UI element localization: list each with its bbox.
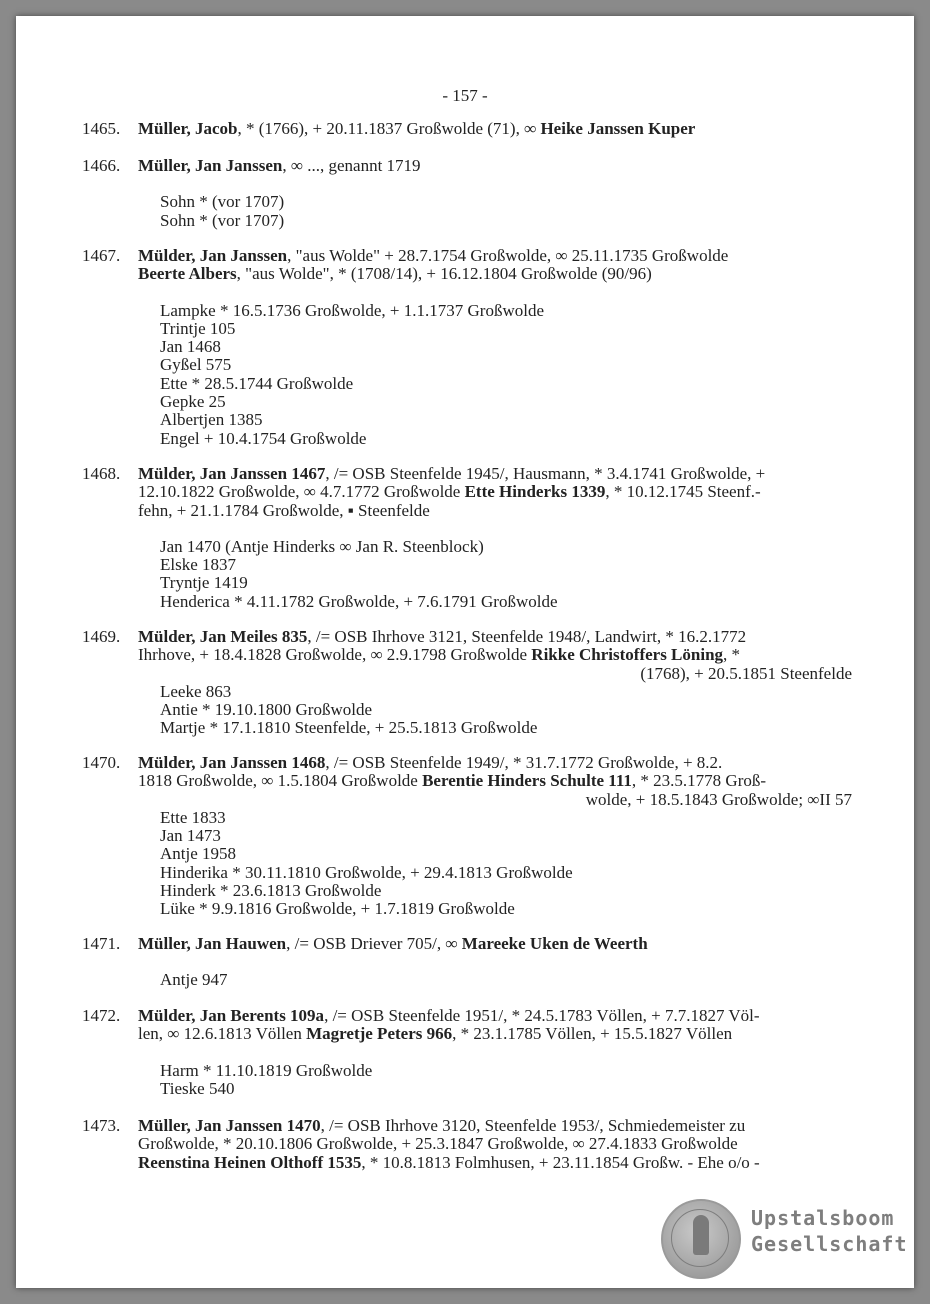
entry-body [138, 465, 852, 611]
entry-text: , /= OSB Steenfelde 1951/, * 24.5.1783 Völlen, + 7.7.1827 Völ- [324, 1006, 760, 1025]
page-number: - 157 - [442, 86, 488, 105]
child-item: Antje 1958 [160, 844, 237, 864]
entry-number: 1468. [82, 464, 121, 483]
entry-number: 1469. [82, 627, 121, 646]
child-item: Gyßel 575 [160, 355, 232, 375]
person-name: Mülder, Jan Meiles 835 [138, 627, 308, 646]
entry-number: 1473. [82, 1116, 121, 1135]
entry-text: , * 10.8.1813 Folmhusen, + 23.11.1854 Großw. - Ehe o/o - [361, 1152, 760, 1172]
spouse-name: Magretje Peters 966 [306, 1024, 453, 1044]
entry-text: , * 23.1.1785 Völlen, + 15.5.1827 Völlen [452, 1024, 733, 1044]
children-list [138, 971, 852, 989]
child-item: Ette * 28.5.1744 Großwolde [160, 373, 354, 393]
spouse-name: Beerte Albers [138, 264, 237, 284]
entry-number: 1465. [82, 119, 121, 138]
entry-body [138, 935, 852, 990]
entry-text: fehn, + 21.1.1784 Großwolde, ▪ Steenfelde [138, 500, 430, 520]
document-page [16, 16, 914, 1288]
person-name: Mülder, Jan Janssen 1468 [138, 753, 326, 772]
entry-text: , * [723, 645, 741, 665]
entry-body [138, 754, 852, 919]
child-item: Ette 1833 [160, 807, 226, 827]
person-name: Mülder, Jan Berents 109a [138, 1006, 325, 1025]
entry-number: 1470. [82, 753, 121, 772]
logo-text [751, 1205, 908, 1257]
spouse-name: ∞ Mareeke Uken de Weerth [445, 934, 648, 953]
entry-body [138, 157, 852, 230]
entry-text: Großwolde, * 20.10.1806 Großwolde, + 25.3.1847 Großwolde, ∞ 27.4.1833 Großwolde [138, 1134, 738, 1154]
person-name: Müller, Jan Hauwen [138, 934, 287, 953]
entry-body [138, 120, 852, 138]
entry-text: , /= OSB Ihrhove 3120, Steenfelde 1953/, Schmiedemeister zu [320, 1116, 746, 1135]
entry-text: , * (1766), + 20.11.1837 Großwolde (71), [237, 119, 525, 138]
spouse-name: Rikke Christoffers Löning [531, 645, 724, 665]
person-name: Müller, Jan Janssen 1470 [138, 1116, 321, 1135]
child-item: Sohn * (vor 1707) [160, 210, 285, 230]
person-name: Müller, Jacob [138, 119, 238, 138]
child-item: Elske 1837 [160, 555, 237, 575]
logo-line-1: Upstalsboom [751, 1206, 895, 1230]
child-item: Jan 1473 [160, 826, 221, 846]
entry-text: (1768), + 20.5.1851 Steenfelde [640, 663, 852, 683]
child-item: Henderica * 4.11.1782 Großwolde, + 7.6.1791 Großwolde [160, 591, 558, 611]
entry-text: len, ∞ 12.6.1813 Völlen [138, 1024, 307, 1044]
child-item: Tieske 540 [160, 1078, 235, 1098]
children-list [138, 683, 852, 738]
logo-line-2: Gesellschaft [751, 1232, 908, 1256]
spouse-name: Berentie Hinders Schulte 111 [422, 771, 632, 791]
entry-text: , "aus Wolde" + 28.7.1754 Großwolde, ∞ 25.11.1735 Großwolde [287, 246, 729, 265]
person-name: Müller, Jan Janssen [138, 156, 283, 175]
child-item: Antje 947 [160, 970, 228, 990]
child-item: Harm * 11.10.1819 Großwolde [160, 1060, 373, 1080]
seal-icon [661, 1199, 741, 1279]
child-item: Lampke * 16.5.1736 Großwolde, + 1.1.1737 Großwolde [160, 300, 545, 320]
spouse-name: Ette Hinderks 1339 [464, 482, 606, 502]
children-list [138, 193, 852, 230]
child-item: Sohn * (vor 1707) [160, 192, 285, 212]
entry-text: 1818 Großwolde, ∞ 1.5.1804 Großwolde [138, 771, 423, 791]
child-item: Lüke * 9.9.1816 Großwolde, + 1.7.1819 Großwolde [160, 899, 515, 919]
entry-number: 1472. [82, 1006, 121, 1025]
children-list [138, 302, 852, 448]
entry-text: Ihrhove, + 18.4.1828 Großwolde, ∞ 2.9.1798 Großwolde [138, 645, 532, 665]
child-item: Leeke 863 [160, 681, 232, 701]
spouse-name: ∞ Heike Janssen Kuper [524, 119, 696, 138]
entry-body [138, 1007, 852, 1098]
child-item: Gepke 25 [160, 392, 226, 412]
person-name: Mülder, Jan Janssen [138, 246, 288, 265]
child-item: Engel + 10.4.1754 Großwolde [160, 428, 367, 448]
entry-text: , ∞ ..., genannt 1719 [282, 156, 421, 175]
entry-text: , /= OSB Driever 705/, [286, 934, 446, 953]
entry-text: , "aus Wolde", * (1708/14), + 16.12.1804 Großwolde (90/96) [236, 264, 652, 284]
children-list [138, 1062, 852, 1099]
upstalsboom-logo [661, 1199, 911, 1279]
person-name: Mülder, Jan Janssen 1467 [138, 464, 326, 483]
child-item: Albertjen 1385 [160, 410, 263, 430]
entry-number: 1466. [82, 156, 121, 175]
children-list [138, 809, 852, 919]
entry-body [138, 247, 852, 448]
child-item: Martje * 17.1.1810 Steenfelde, + 25.5.1813 Großwolde [160, 718, 538, 738]
entry-text: , /= OSB Steenfelde 1949/, * 31.7.1772 Großwolde, + 8.2. [325, 753, 723, 772]
child-item: Jan 1468 [160, 337, 221, 357]
child-item: Hinderika * 30.11.1810 Großwolde, + 29.4.1813 Großwolde [160, 862, 573, 882]
entry-text: , * 10.12.1745 Steenf.- [605, 482, 761, 502]
spouse-name: Reenstina Heinen Olthoff 1535 [138, 1152, 362, 1172]
entry-number: 1471. [82, 934, 121, 953]
child-item: Trintje 105 [160, 318, 236, 338]
child-item: Hinderk * 23.6.1813 Großwolde [160, 881, 382, 901]
entry-body [138, 628, 852, 738]
child-item: Antie * 19.10.1800 Großwolde [160, 700, 373, 720]
entry-body [138, 1117, 852, 1172]
entry-text: , * 23.5.1778 Groß- [631, 771, 767, 791]
children-list [138, 538, 852, 611]
child-item: Tryntje 1419 [160, 573, 248, 593]
entry-text: 12.10.1822 Großwolde, ∞ 4.7.1772 Großwolde [138, 482, 465, 502]
entry-text: , /= OSB Steenfelde 1945/, Hausmann, * 3.4.1741 Großwolde, + [325, 464, 766, 483]
entry-number: 1467. [82, 246, 121, 265]
entry-text: , /= OSB Ihrhove 3121, Steenfelde 1948/, Landwirt, * 16.2.1772 [307, 627, 747, 646]
child-item: Jan 1470 (Antje Hinderks ∞ Jan R. Steenblock) [160, 536, 484, 556]
entry-text: wolde, + 18.5.1843 Großwolde; ∞II 57 [585, 789, 852, 809]
